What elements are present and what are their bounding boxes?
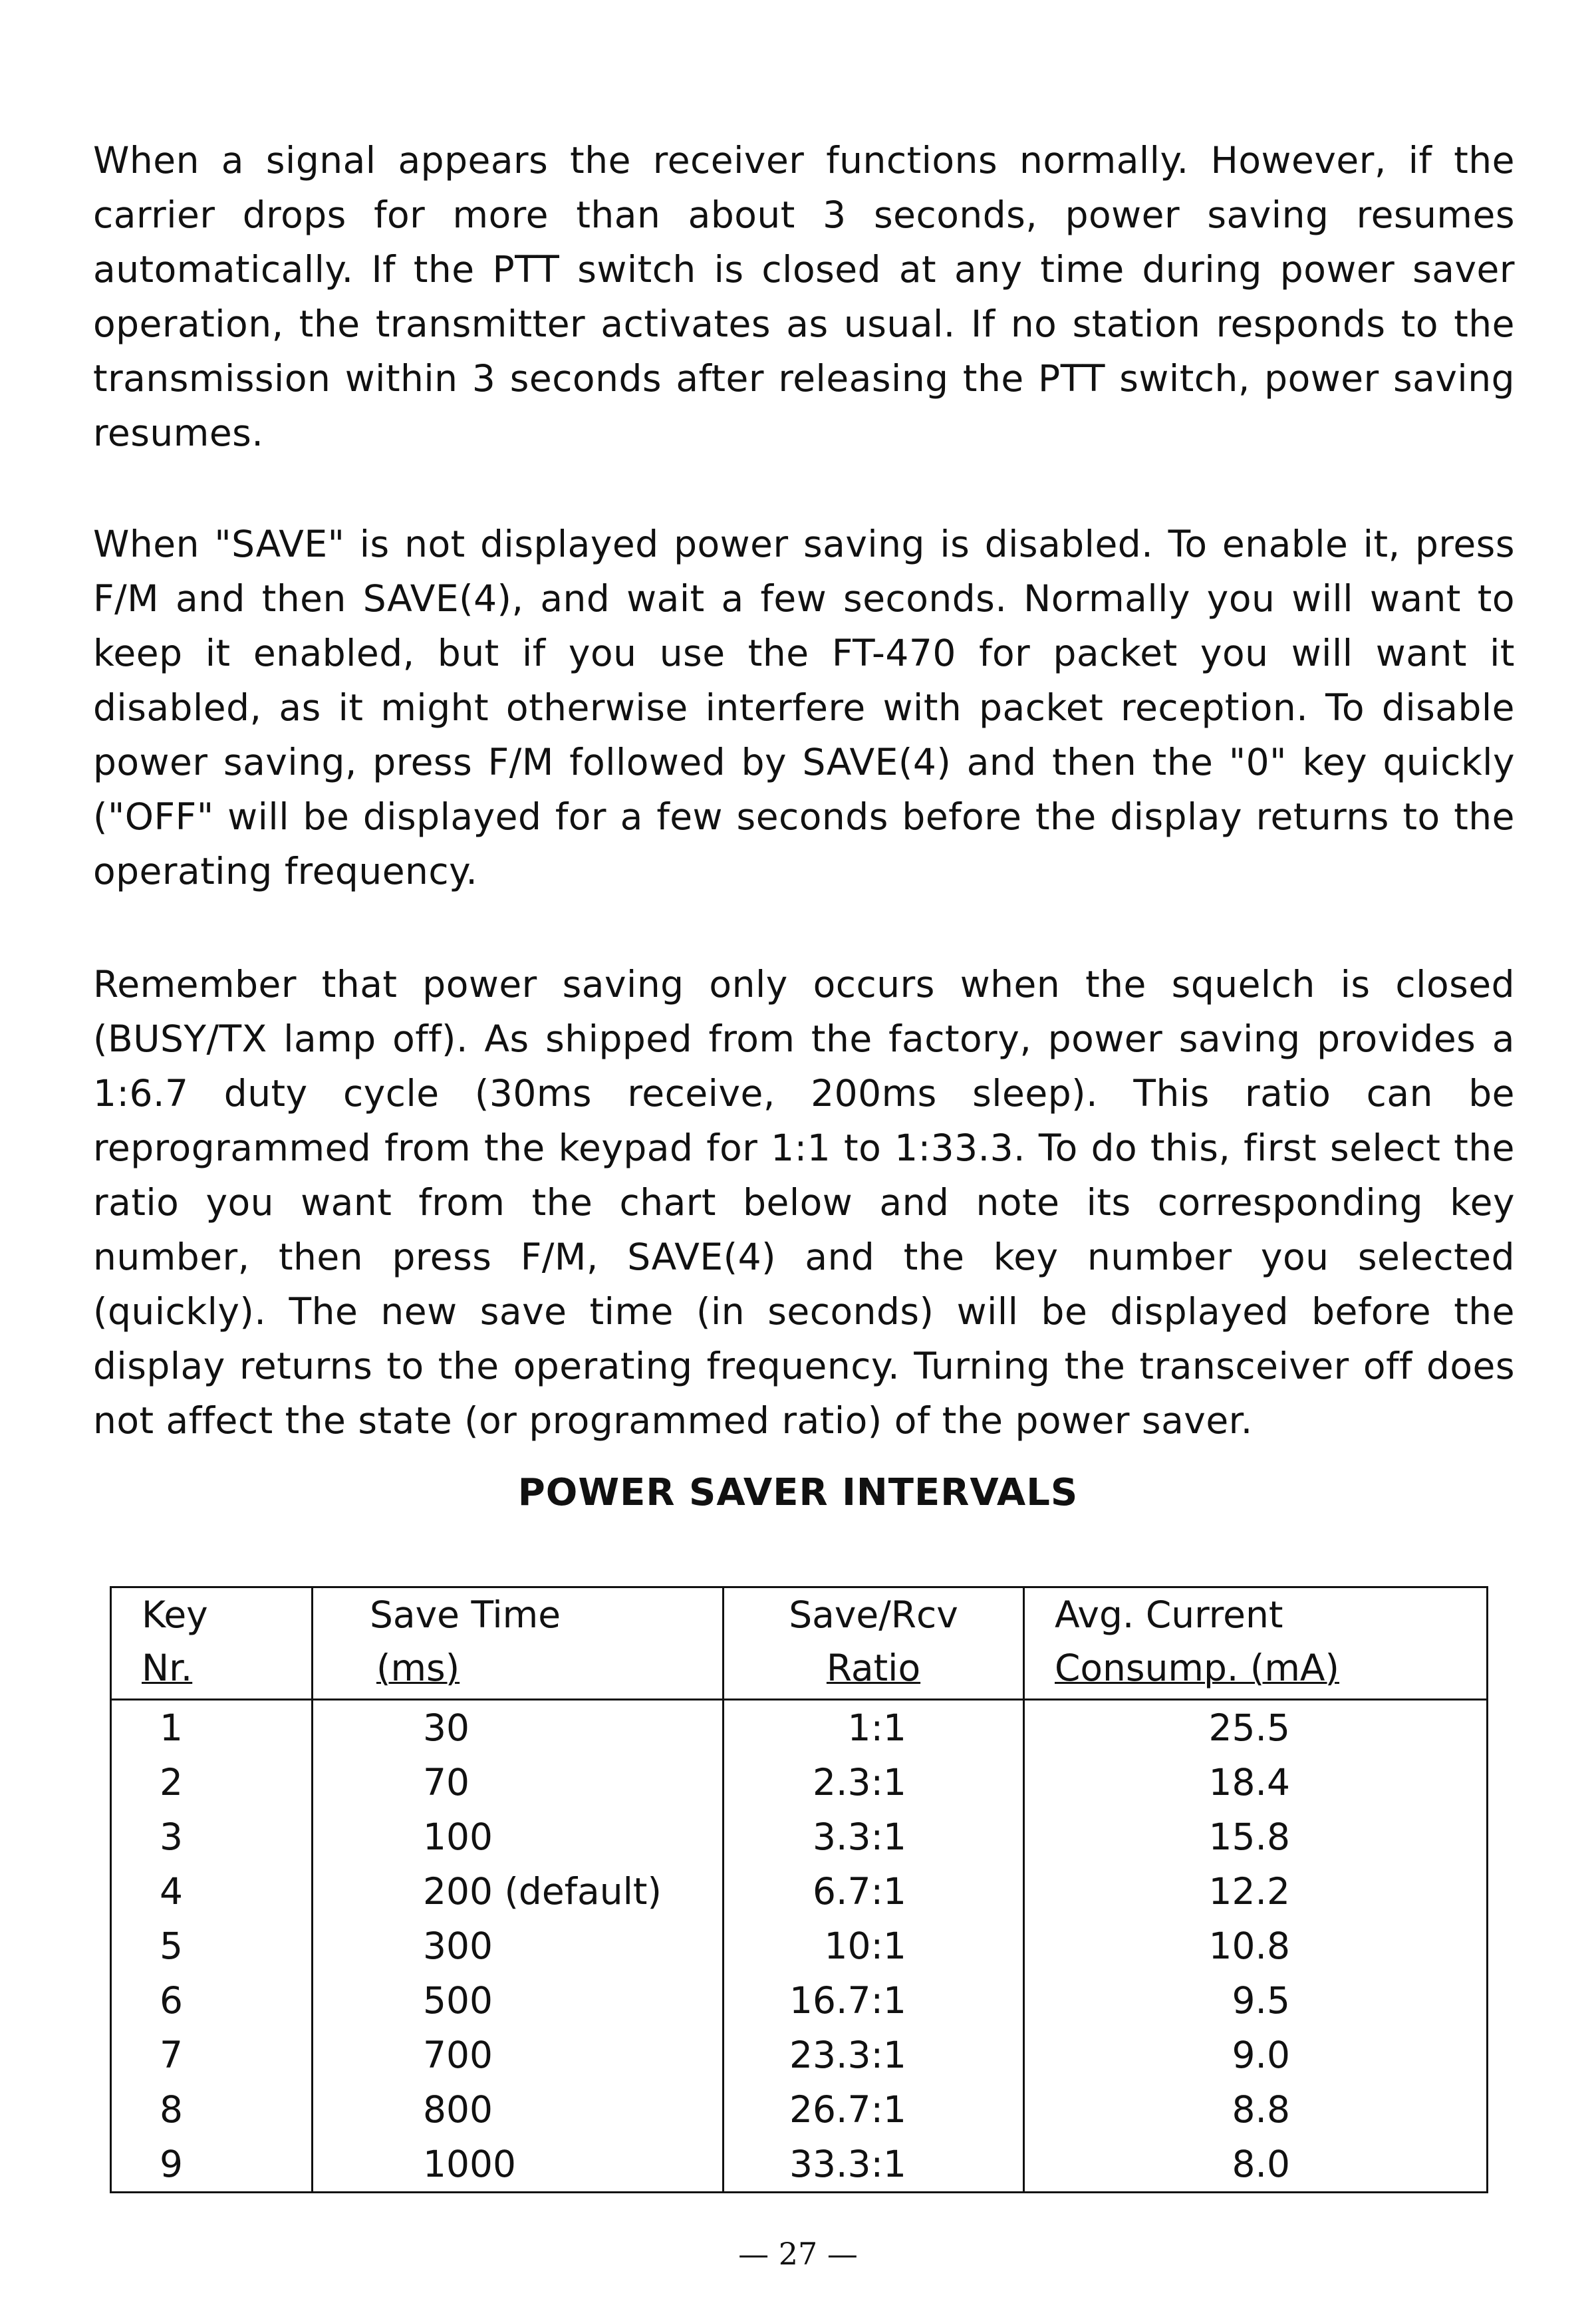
cell-key: 7: [111, 2028, 313, 2082]
cell-ratio: 2.3:1: [724, 1755, 1024, 1810]
paragraph-enable-disable-save: When "SAVE" is not displayed power saving is disabled. To enable it, press F/M and then SAVE(4), and wait a few seconds. Normally you will want to keep it enabled, but if you use the FT-470 for packet you will want it disabled, as it might otherwise interfere with packet reception. To disable power saving, press F/M followed by SAVE(4) and then the "0" key quickly ("OFF" will be displayed for a few seconds before the display returns to the operating frequency.: [93, 523, 1515, 892]
table-title: POWER SAVER INTERVALS: [517, 1471, 1079, 1514]
cell-key: 6: [111, 1973, 313, 2028]
header-ratio-line1: Save/Rcv: [789, 1593, 958, 1636]
cell-current: 8.0: [1024, 2137, 1488, 2193]
table-row: [111, 1810, 1488, 1864]
cell-current: 8.8: [1024, 2082, 1488, 2137]
header-key-nr: [111, 1587, 313, 1700]
header-key-line2: Nr.: [142, 1647, 193, 1689]
table-row: [111, 1973, 1488, 2028]
cell-current: 12.2: [1024, 1864, 1488, 1919]
paragraph-duty-cycle: Remember that power saving only occurs when the squelch is closed (BUSY/TX lamp off). As shipped from the factory, power saving provides a 1:6.7 duty cycle (30ms receive, 200ms sleep). This ratio can be reprogrammed from the keypad for 1:1 to 1:33.3. To do this, first select the ratio you want from the chart below and note its corresponding key number, then press F/M, SAVE(4) and the key number you selected (quickly). The new save time (in seconds) will be displayed before the display returns to the operating frequency. Turning the transceiver off does not affect the state (or programmed ratio) of the power saver.: [93, 963, 1515, 1442]
table-row: [111, 1864, 1488, 1919]
header-ratio: [724, 1587, 1024, 1700]
table-row: [111, 1919, 1488, 1973]
cell-current: 15.8: [1024, 1810, 1488, 1864]
cell-key: 3: [111, 1810, 313, 1864]
cell-ratio: 1:1: [724, 1700, 1024, 1756]
cell-save-time: 300: [313, 1919, 724, 1973]
header-key-line1: Key: [142, 1593, 208, 1636]
header-current-line1: Avg. Current: [1055, 1593, 1283, 1636]
table-row: [111, 1755, 1488, 1810]
cell-save-time: 700: [313, 2028, 724, 2082]
cell-key: 4: [111, 1864, 313, 1919]
cell-ratio: 23.3:1: [724, 2028, 1024, 2082]
header-save-line2: (ms): [376, 1647, 460, 1689]
cell-current: 9.5: [1024, 1973, 1488, 2028]
cell-save-time: 500: [313, 1973, 724, 2028]
cell-ratio: 6.7:1: [724, 1864, 1024, 1919]
page-number: — 27 —: [738, 2236, 858, 2272]
cell-ratio: 3.3:1: [724, 1810, 1024, 1864]
cell-key: 2: [111, 1755, 313, 1810]
cell-key: 9: [111, 2137, 313, 2193]
cell-ratio: 10:1: [724, 1919, 1024, 1973]
header-avg-current: [1024, 1587, 1488, 1700]
cell-ratio: 26.7:1: [724, 2082, 1024, 2137]
table-row: [111, 2028, 1488, 2082]
table-row: [111, 2137, 1488, 2193]
cell-current: 10.8: [1024, 1919, 1488, 1973]
cell-key: 8: [111, 2082, 313, 2137]
paragraph-power-saving-resume: When a signal appears the receiver functions normally. However, if the carrier drops for more than about 3 seconds, power saving resumes automatically. If the PTT switch is closed at any time during power saver operation, the transmitter activates as usual. If no station responds to the transmission within 3 seconds after releasing the PTT switch, power saving resumes.: [93, 139, 1515, 454]
header-ratio-line2: Ratio: [826, 1647, 921, 1689]
cell-save-time: 1000: [313, 2137, 724, 2193]
power-saver-table-container: [110, 1586, 1486, 2185]
cell-save-time: 800: [313, 2082, 724, 2137]
cell-save-time: 30: [313, 1700, 724, 1756]
cell-save-time: 70: [313, 1755, 724, 1810]
table-row: [111, 2082, 1488, 2137]
cell-ratio: 16.7:1: [724, 1973, 1024, 2028]
cell-key: 1: [111, 1700, 313, 1756]
cell-save-time: 100: [313, 1810, 724, 1864]
power-saver-intervals-table: [110, 1586, 1488, 2193]
cell-ratio: 33.3:1: [724, 2137, 1024, 2193]
header-current-line2: Consump. (mA): [1055, 1647, 1339, 1689]
cell-current: 18.4: [1024, 1755, 1488, 1810]
cell-key: 5: [111, 1919, 313, 1973]
table-row: [111, 1700, 1488, 1756]
header-save-time: [313, 1587, 724, 1700]
cell-current: 9.0: [1024, 2028, 1488, 2082]
table-header-row: [111, 1587, 1488, 1700]
header-save-line1: Save Time: [370, 1593, 561, 1636]
cell-save-time: 200 (default): [313, 1864, 724, 1919]
cell-current: 25.5: [1024, 1700, 1488, 1756]
